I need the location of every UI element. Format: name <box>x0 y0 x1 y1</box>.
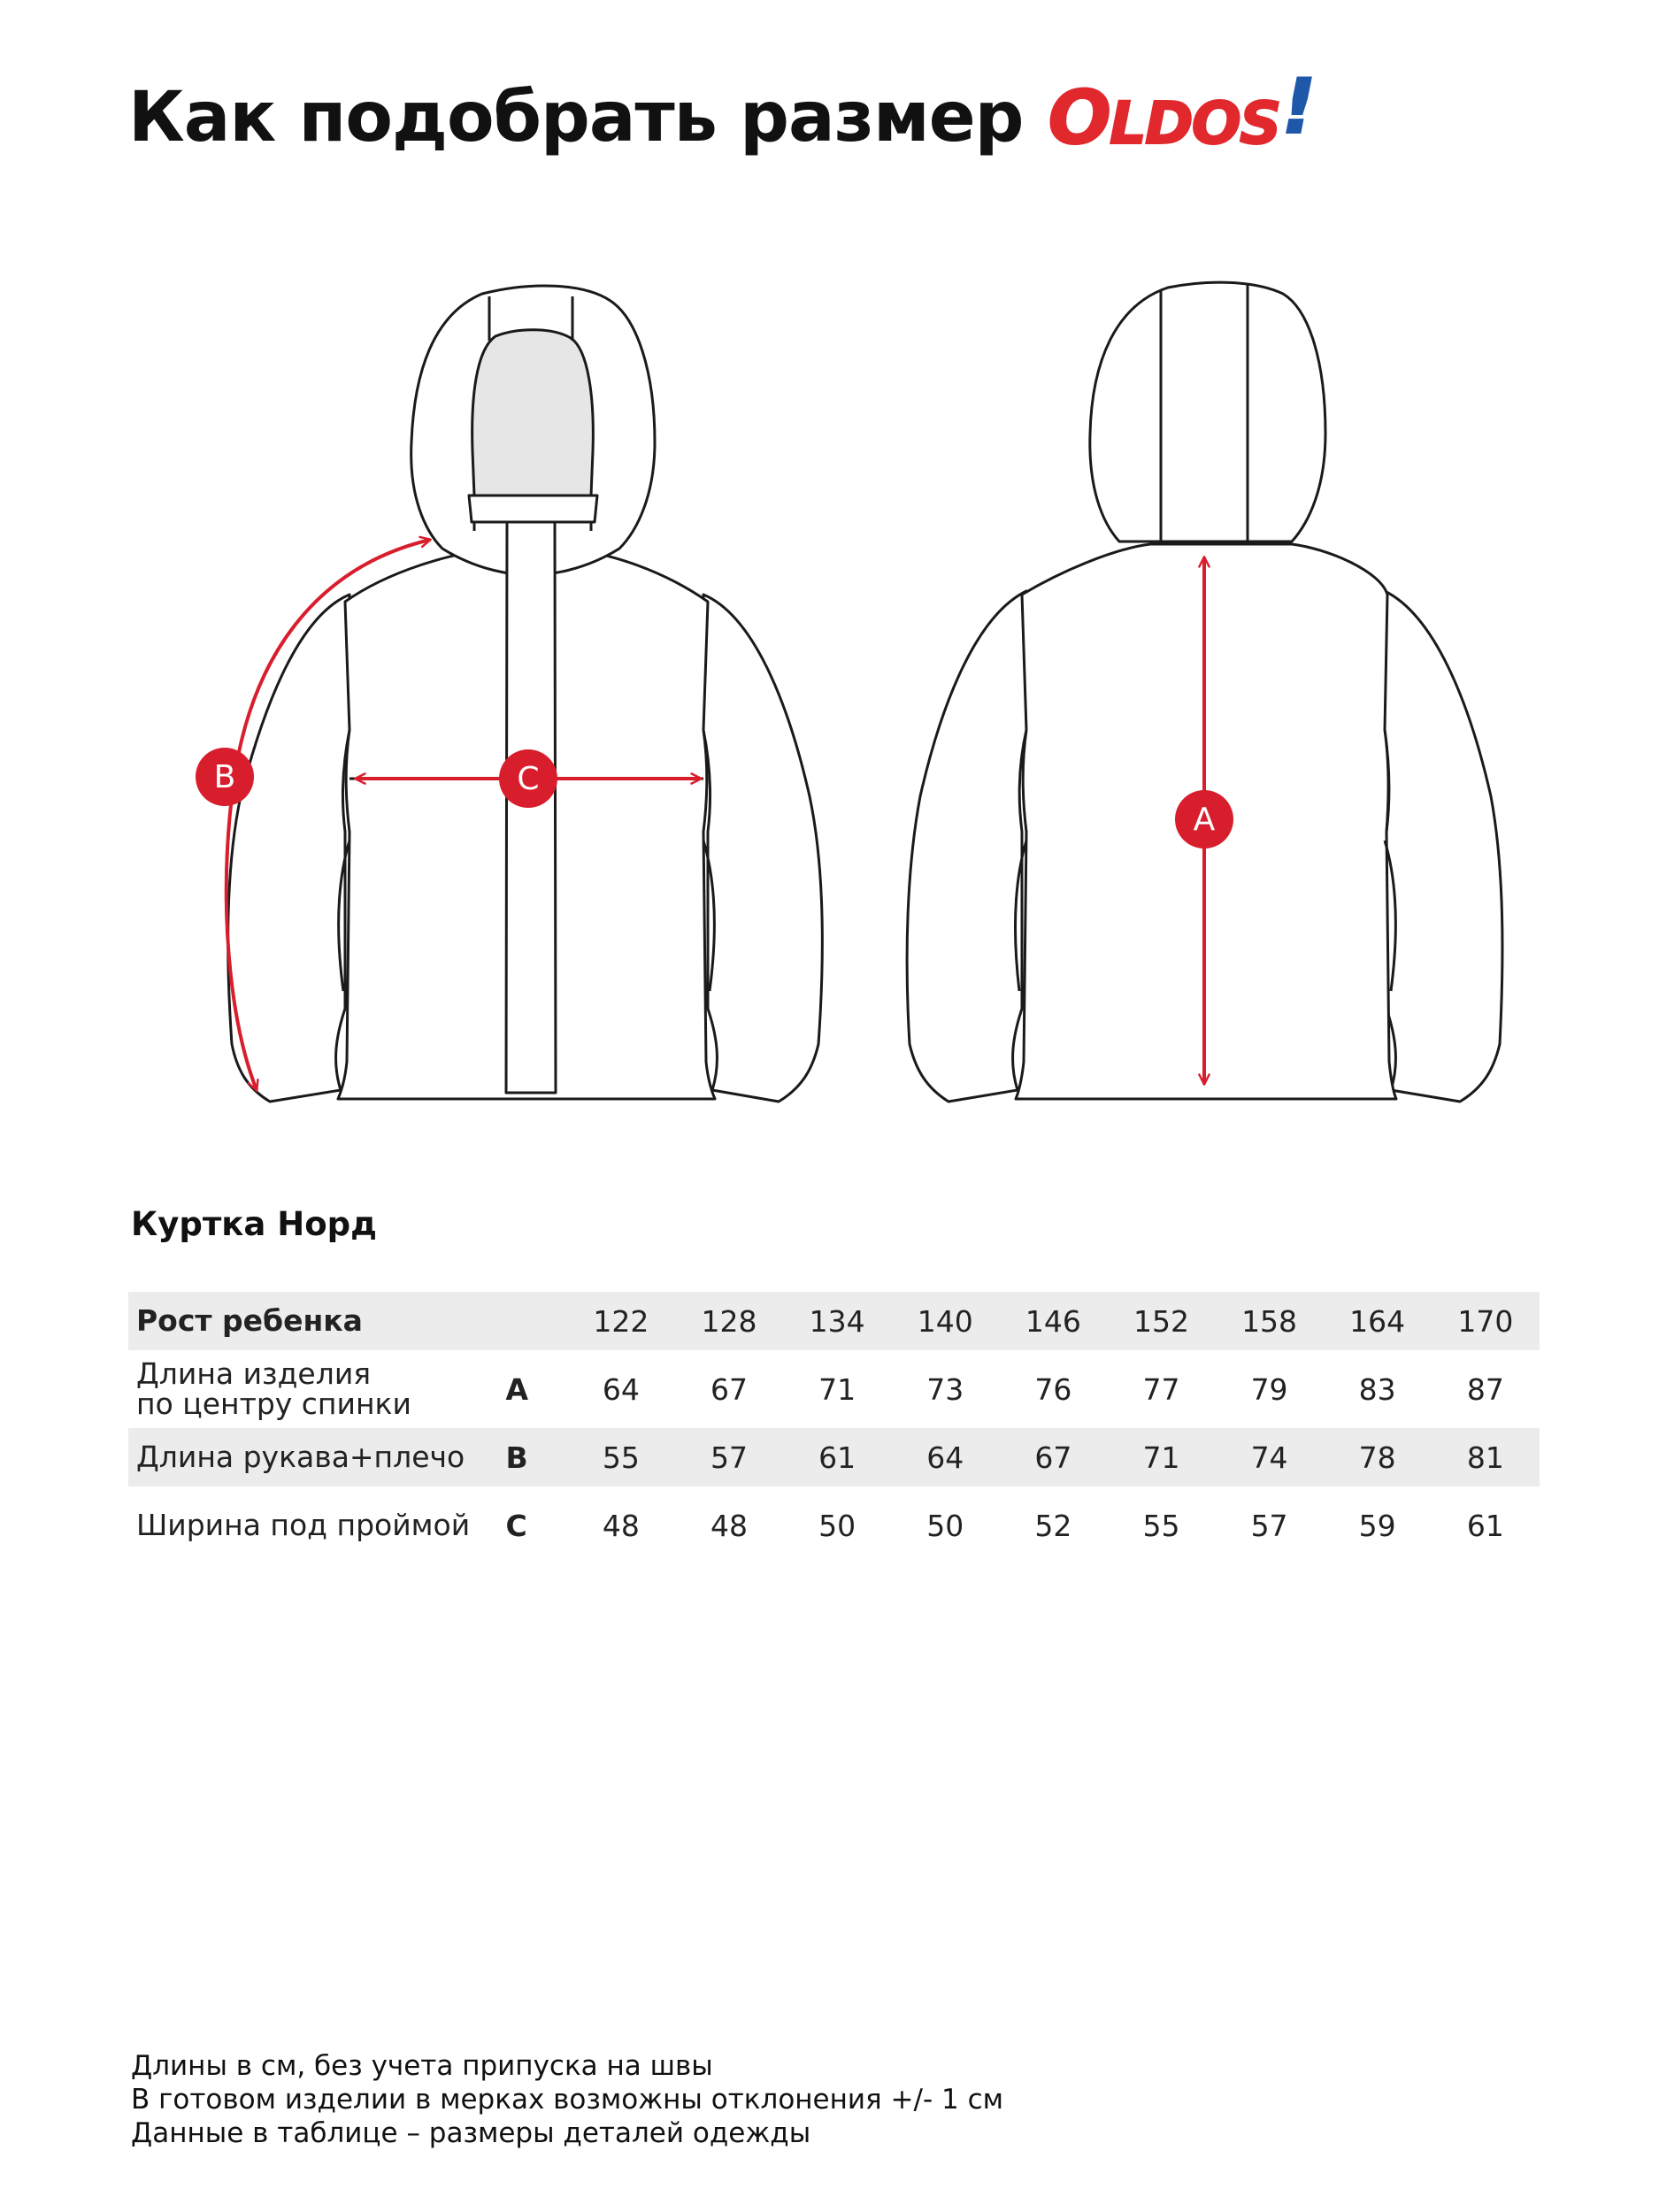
value-cell: 55 <box>1142 1508 1180 1543</box>
size-cell: 146 <box>1025 1303 1081 1339</box>
value-cell: 74 <box>1250 1440 1288 1475</box>
size-cell: 170 <box>1457 1303 1514 1339</box>
value-cell: 61 <box>1466 1508 1504 1543</box>
row-label: Длина изделия по центру спинки <box>136 1356 411 1421</box>
row-code: B <box>505 1440 528 1475</box>
oldos-logo: O LDOS ! <box>1048 63 1315 161</box>
header <box>128 63 1315 166</box>
front-hood-lining <box>472 330 594 495</box>
value-cell: 79 <box>1250 1371 1288 1407</box>
marker-c <box>499 749 557 808</box>
value-cell: 61 <box>818 1440 856 1475</box>
value-cell: 50 <box>818 1508 856 1543</box>
row-code: A <box>505 1371 529 1407</box>
row-label: Длина рукава+плечо <box>136 1440 465 1474</box>
header-label: Рост ребенка <box>136 1303 363 1338</box>
svg-text:B: B <box>213 759 236 795</box>
page-title: Как подобрать размер <box>128 78 1024 157</box>
size-cell: 152 <box>1133 1303 1189 1339</box>
svg-text:C: C <box>517 761 540 797</box>
value-cell: 67 <box>1034 1440 1072 1475</box>
value-cell: 76 <box>1034 1371 1072 1407</box>
value-cell: 71 <box>1142 1440 1180 1475</box>
value-cell: 64 <box>926 1440 964 1475</box>
jacket-diagram <box>0 265 1659 1133</box>
value-cell: 71 <box>818 1371 856 1407</box>
value-cell: 67 <box>710 1371 749 1407</box>
footnotes <box>131 2049 1003 2150</box>
marker-b <box>196 748 254 806</box>
size-cell: 128 <box>701 1303 757 1339</box>
front-right-sleeve <box>703 595 822 1102</box>
row-label: Ширина под проймой <box>136 1508 471 1542</box>
size-cell: 122 <box>593 1303 649 1339</box>
value-cell: 83 <box>1358 1371 1396 1407</box>
table-row <box>128 1428 1540 1486</box>
footnote: Длины в см, без учета припуска на швы <box>131 2050 713 2082</box>
svg-text:A: A <box>1193 802 1216 838</box>
value-cell: 52 <box>1034 1508 1072 1543</box>
value-cell: 81 <box>1466 1440 1504 1475</box>
front-left-sleeve <box>228 595 349 1102</box>
footnote: Данные в таблице – размеры деталей одежды <box>131 2117 811 2149</box>
value-cell: 57 <box>1250 1508 1288 1543</box>
size-cell: 158 <box>1241 1303 1298 1339</box>
value-cell: 87 <box>1466 1371 1504 1407</box>
value-cell: 48 <box>710 1508 749 1543</box>
value-cell: 77 <box>1142 1371 1180 1407</box>
value-cell: 73 <box>926 1371 964 1407</box>
value-cell: 48 <box>602 1508 640 1543</box>
back-left-sleeve <box>907 591 1026 1102</box>
size-table <box>128 1292 1540 1564</box>
row-code: C <box>505 1508 527 1543</box>
jacket-front <box>228 286 823 1102</box>
back-hood <box>1090 282 1325 541</box>
value-cell: 57 <box>710 1440 749 1475</box>
value-cell: 50 <box>926 1508 964 1543</box>
footnote: В готовом изделии в мерках возможны отклонения +/- 1 см <box>131 2084 1004 2116</box>
value-cell: 55 <box>602 1440 640 1475</box>
value-cell: 64 <box>602 1371 640 1407</box>
back-right-sleeve <box>1385 591 1502 1102</box>
table-header-row <box>128 1292 1540 1350</box>
size-cell: 164 <box>1349 1303 1406 1339</box>
marker-a <box>1175 790 1233 849</box>
size-cell: 140 <box>917 1303 973 1339</box>
table-row <box>128 1350 1540 1428</box>
value-cell: 78 <box>1358 1440 1396 1475</box>
table-row <box>128 1486 1540 1564</box>
size-cell: 134 <box>809 1303 865 1339</box>
product-name: Куртка Норд <box>131 1205 378 1243</box>
value-cell: 59 <box>1358 1508 1396 1543</box>
